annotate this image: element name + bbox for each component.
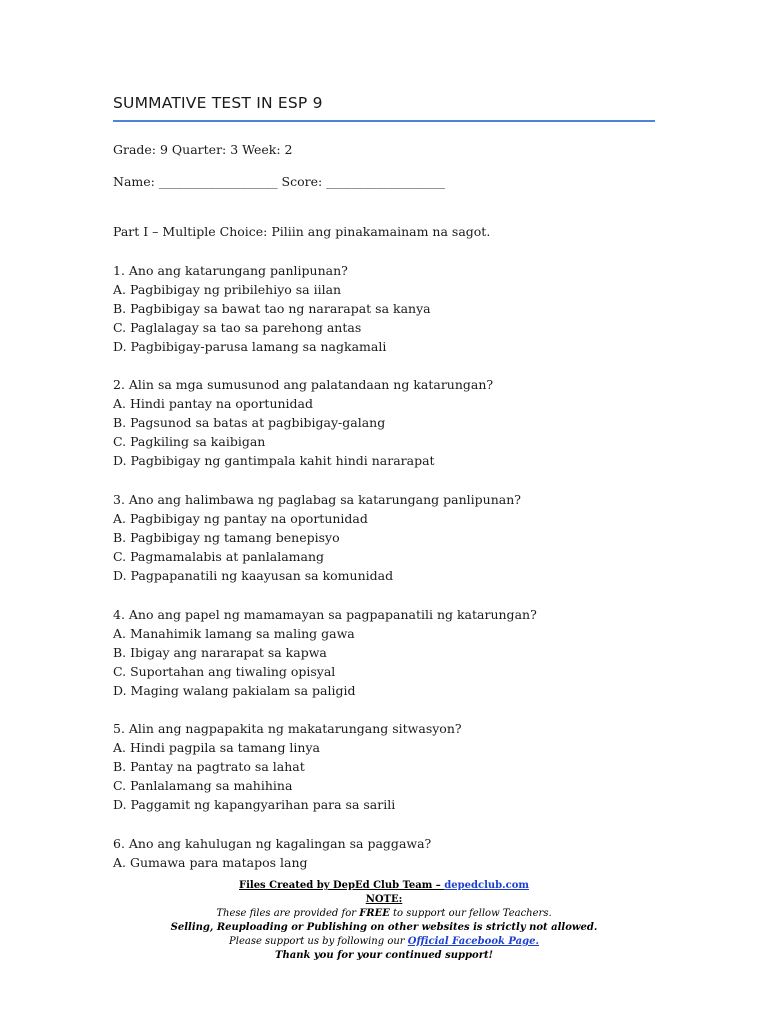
footer-line-2: Selling, Reuploading or Publishing on other websites is strictly not allowed. [170, 922, 598, 933]
option-a: A. Hindi pantay na oportunidad [113, 396, 313, 412]
depedclub-link[interactable]: depedclub.com [444, 880, 529, 891]
option-d: D. Pagbibigay ng gantimpala kahit hindi nararapat [113, 453, 435, 469]
option-b: B. Pagbibigay ng tamang benepisyo [113, 530, 340, 546]
question-1 [113, 263, 673, 358]
name-score-line: Name: ___________________ Score: ___________________ [113, 174, 445, 189]
footer-notice [0, 879, 768, 963]
question-text: 6. Ano ang kahulugan ng kagalingan sa paggawa? [113, 836, 432, 851]
footer-line-3 [0, 935, 768, 949]
line3-pre: Please support us by following our [229, 936, 408, 947]
option-c: C. Suportahan ang tiwaling opisyal [113, 664, 336, 680]
page-title: SUMMATIVE TEST IN ESP 9 [113, 94, 323, 112]
option-a: A. Pagbibigay ng pantay na oportunidad [113, 511, 368, 527]
option-b: B. Ibigay ang nararapat sa kapwa [113, 645, 327, 661]
option-a: A. Hindi pagpila sa tamang linya [113, 740, 320, 756]
question-3 [113, 492, 673, 587]
note-label: NOTE: [365, 894, 403, 905]
question-text: 4. Ano ang papel ng mamamayan sa pagpapanatili ng katarungan? [113, 607, 537, 622]
instructions: Part I – Multiple Choice: Piliin ang pinakamainam na sagot. [113, 224, 491, 239]
option-c: C. Paglalagay sa tao sa parehong antas [113, 320, 362, 336]
question-2 [113, 377, 673, 472]
option-b: B. Pantay na pagtrato sa lahat [113, 759, 305, 775]
line1-pre: These files are provided for [216, 908, 360, 919]
option-d: D. Maging walang pakialam sa paligid [113, 683, 356, 699]
question-4 [113, 607, 673, 702]
line1-free: FREE [359, 908, 390, 919]
footer-line-4: Thank you for your continued support! [275, 950, 493, 961]
option-d: D. Pagbibigay-parusa lamang sa nagkamali [113, 339, 387, 355]
question-text: 2. Alin sa mga sumusunod ang palatandaan ng katarungan? [113, 377, 494, 392]
question-text: 1. Ano ang katarungang panlipunan? [113, 263, 348, 278]
option-b: B. Pagsunod sa batas at pagbibigay-galang [113, 415, 386, 431]
question-text: 3. Ano ang halimbawa ng paglabag sa katarungang panlipunan? [113, 492, 521, 507]
option-a: A. Manahimik lamang sa maling gawa [113, 626, 355, 642]
footer-credit [0, 879, 768, 893]
option-c: C. Pagmamalabis at panlalamang [113, 549, 325, 565]
option-c: C. Pagkiling sa kaibigan [113, 434, 266, 450]
option-d: D. Pagpapanatili ng kaayusan sa komunidad [113, 568, 394, 584]
option-d: D. Paggamit ng kapangyarihan para sa sarili [113, 797, 396, 813]
option-c: C. Panlalamang sa mahihina [113, 778, 293, 794]
footer-line-1 [0, 907, 768, 921]
question-5 [113, 721, 673, 816]
question-text: 5. Alin ang nagpapakita ng makatarungang sitwasyon? [113, 721, 462, 736]
option-a: A. Gumawa para matapos lang [113, 855, 308, 871]
question-6 [113, 836, 673, 874]
option-a: A. Pagbibigay ng pribilehiyo sa iilan [113, 282, 342, 298]
grade-quarter-week: Grade: 9 Quarter: 3 Week: 2 [113, 142, 293, 157]
credit-prefix: Files Created by DepEd Club Team – [239, 880, 445, 891]
line1-post: to support our fellow Teachers. [389, 908, 552, 919]
facebook-page-link[interactable]: Official Facebook Page. [407, 936, 539, 947]
option-b: B. Pagbibigay sa bawat tao ng nararapat sa kanya [113, 301, 431, 317]
title-underline [113, 120, 655, 122]
